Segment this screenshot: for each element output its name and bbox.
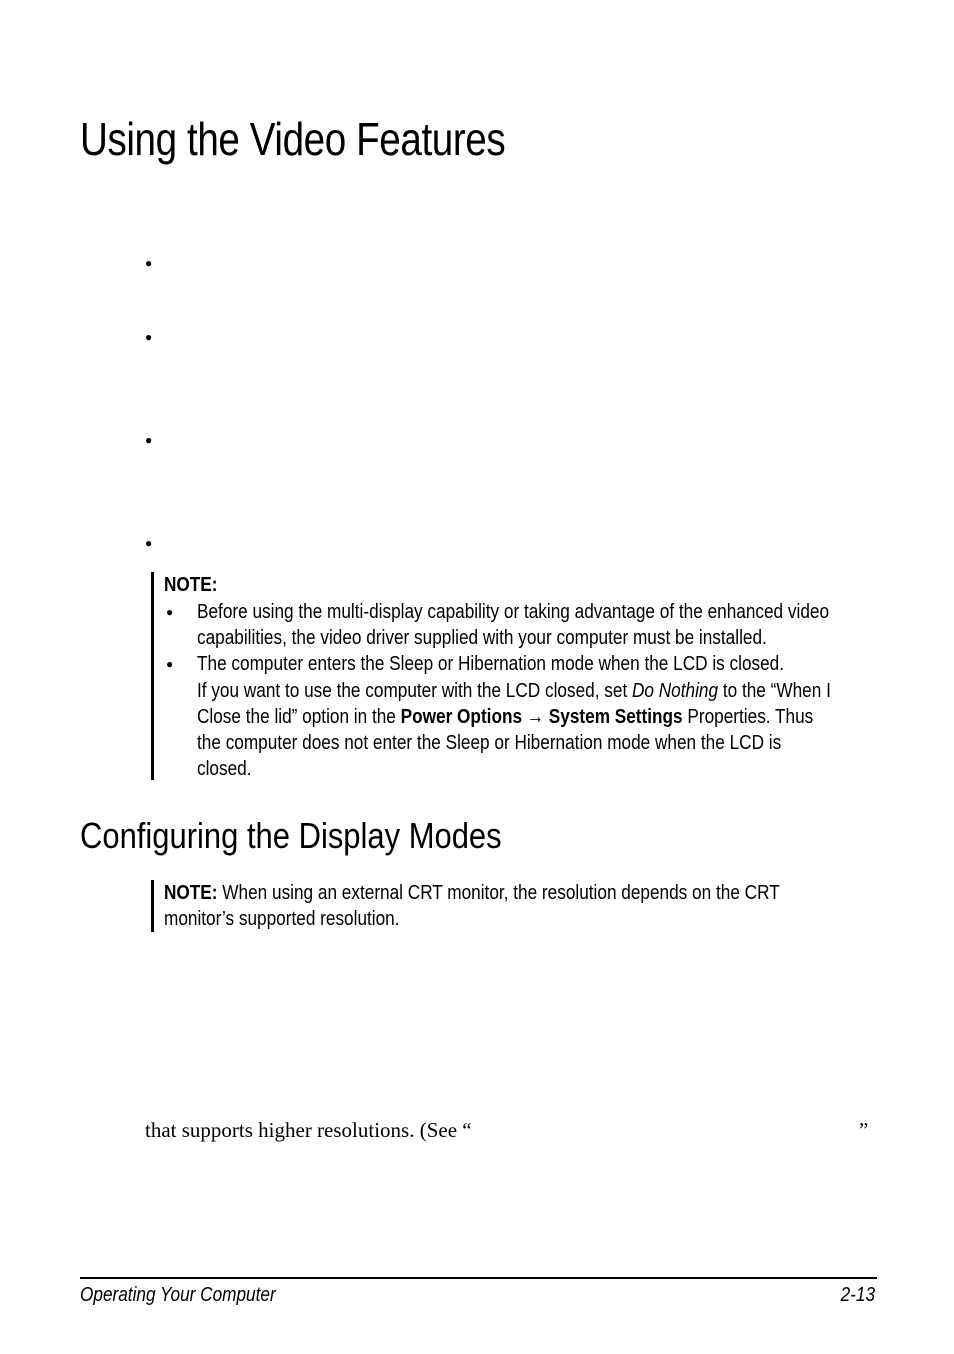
bullet-point — [145, 433, 158, 446]
arrow-right-icon: → — [526, 706, 545, 728]
page-title: Using the Video Features — [80, 113, 506, 165]
section-heading: Configuring the Display Modes — [80, 815, 502, 856]
note-label: NOTE: — [164, 574, 218, 596]
note-item-line: The computer enters the Sleep or Hibernation mode when the LCD is closed. — [197, 653, 785, 675]
bullet-point — [145, 256, 158, 269]
footer-page-number: 2-13 — [840, 1284, 875, 1306]
bullet-point — [145, 536, 158, 549]
body-text-fragment: that supports higher resolutions. (See “ — [145, 1118, 472, 1142]
note-item-line: Before using the multi-display capability or taking advantage of the enhanced video — [197, 601, 830, 623]
note-item-line: closed. — [197, 758, 252, 780]
note-text-segment: Properties. Thus — [682, 706, 814, 728]
note-item-line — [197, 678, 831, 704]
note-item-line: the computer does not enter the Sleep or Hibernation mode when the LCD is — [197, 732, 782, 754]
note-item-line: capabilities, the video driver supplied with your computer must be installed. — [197, 627, 767, 649]
bullet-point — [145, 330, 158, 343]
note-text-segment: If you want to use the computer with the LCD closed, set — [197, 680, 632, 702]
note-line: monitor’s supported resolution. — [164, 908, 400, 930]
note-line — [164, 880, 780, 906]
note-bar — [151, 572, 154, 780]
note-bar — [151, 880, 154, 932]
power-options-label: Power Options — [400, 706, 523, 728]
body-text-closing-quote: ” — [859, 1118, 869, 1142]
note-bullet-icon: ● — [166, 657, 174, 671]
system-settings-label: System Settings — [548, 706, 683, 728]
note-bullet-icon: ● — [166, 605, 174, 619]
footer-chapter: Operating Your Computer — [80, 1284, 276, 1306]
footer-rule — [80, 1277, 877, 1279]
note-text-segment: to the “When I — [718, 680, 831, 702]
note-text-segment: When using an external CRT monitor, the resolution depends on the CRT — [217, 882, 780, 904]
note-text-segment: Close the lid” option in the — [197, 706, 401, 728]
note-item-line — [197, 704, 813, 730]
note-emphasis: Do Nothing — [631, 680, 719, 702]
note-label: NOTE: — [164, 882, 218, 904]
